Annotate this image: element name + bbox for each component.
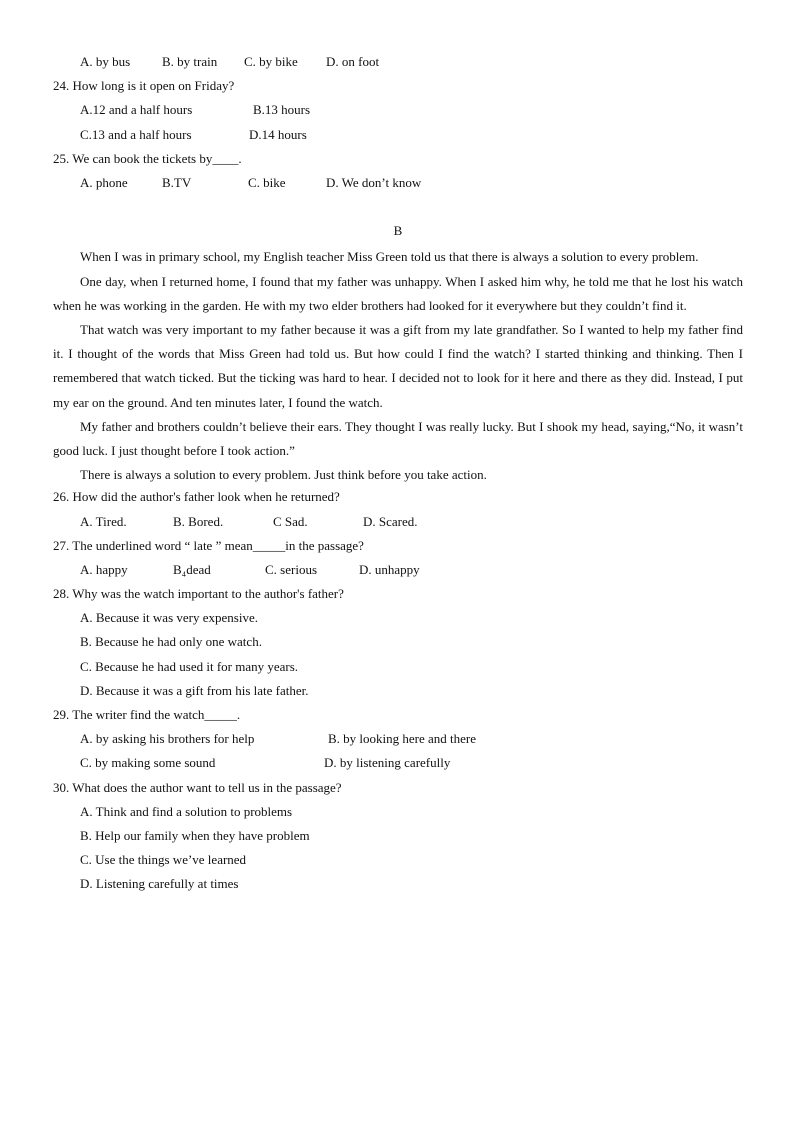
q29-option-a: A. by asking his brothers for help xyxy=(80,731,255,747)
passage-paragraph-5: There is always a solution to every problem. Just think before you take action. xyxy=(80,467,487,483)
q26-option-c: C Sad. xyxy=(273,513,308,529)
q25-option-d: D. We don’t know xyxy=(326,174,422,190)
q24-options-row2 xyxy=(53,125,743,149)
q24-option-d: D.14 hours xyxy=(249,126,307,142)
q26-option-a: A. Tired. xyxy=(80,513,127,529)
q29-options-row1 xyxy=(53,729,743,753)
section-spacer xyxy=(53,197,743,221)
q30-option-a: A. Think and find a solution to problems xyxy=(80,803,293,819)
q23-options xyxy=(53,52,743,76)
q27-option-b: B₄dead xyxy=(173,561,211,577)
section-b-heading: B xyxy=(393,223,403,239)
q30-option-c: C. Use the things we’ve learned xyxy=(80,852,247,868)
q30-option-d: D. Listening carefully at times xyxy=(80,876,239,892)
q29-options-row2 xyxy=(53,753,743,777)
q28-option-d: D. Because it was a gift from his late father. xyxy=(80,682,309,698)
q25-option-c: C. bike xyxy=(248,174,286,190)
q29-option-d: D. by listening carefully xyxy=(324,755,451,771)
q27-question: 27. The underlined word “ late ” mean_____in the passage? xyxy=(53,537,364,553)
q23-option-a: A. by bus xyxy=(80,54,131,69)
q25-question: 25. We can book the tickets by____. xyxy=(53,150,242,166)
passage-paragraph-3: That watch was very important to my father because it was a gift from my late grandfather. So I wanted to help my father find it. I thought of the words that Miss Green had told us. But how could I find the watch? I started thinking and thinking. Then I remembered that watch ticked. But the ticking was hard to hear. I decided not to look for it here and there as they did. Instead, I put my ear on the ground. And ten minutes later, I found the watch. xyxy=(53,321,743,410)
q24-option-a: A.12 and a half hours xyxy=(80,102,193,118)
q27-option-c: C. serious xyxy=(265,561,317,577)
q25-option-b: B.TV xyxy=(162,174,192,190)
q27-options xyxy=(53,560,743,584)
q24-option-c: C.13 and a half hours xyxy=(80,126,192,142)
q28-question: 28. Why was the watch important to the author's father? xyxy=(53,586,344,602)
q24-option-b: B.13 hours xyxy=(253,102,311,118)
q25-option-a: A. phone xyxy=(80,174,128,190)
q27-option-d: D. unhappy xyxy=(359,561,420,577)
passage-paragraph-1: When I was in primary school, my English teacher Miss Green told us that there is always a solution to every problem. xyxy=(80,249,699,265)
q29-option-b: B. by looking here and there xyxy=(328,731,477,747)
passage-paragraph-2: One day, when I returned home, I found that my father was unhappy. When I asked him why, he told me that he lost his watch when he was working in the garden. He with my two elder brothers had looked for it everywhere but they couldn’t find it. xyxy=(53,273,743,313)
passage-paragraph-4: My father and brothers couldn’t believe their ears. They thought I was really lucky. But I shook my head, saying,“No, it wasn’t good luck. I just thought before I took action.” xyxy=(53,418,743,458)
q28-option-a: A. Because it was very expensive. xyxy=(80,610,258,626)
worksheet-page xyxy=(53,52,743,899)
q27-option-a: A. happy xyxy=(80,561,128,577)
q28-option-c: C. Because he had used it for many years. xyxy=(80,658,299,674)
q29-question: 29. The writer find the watch_____. xyxy=(53,707,241,723)
q23-option-d: D. on foot xyxy=(326,54,380,69)
q30-question: 30. What does the author want to tell us in the passage? xyxy=(53,779,342,795)
q24-options-row1 xyxy=(53,100,743,124)
q29-option-c: C. by making some sound xyxy=(80,755,216,771)
q23-option-b: B. by train xyxy=(162,54,218,69)
q28-option-b: B. Because he had only one watch. xyxy=(80,634,262,650)
q24-question: 24. How long is it open on Friday? xyxy=(53,78,235,94)
q25-options xyxy=(53,173,743,197)
q26-option-b: B. Bored. xyxy=(173,513,224,529)
q26-option-d: D. Scared. xyxy=(363,513,418,529)
q26-options xyxy=(53,512,743,536)
q26-question: 26. How did the author's father look when he returned? xyxy=(53,489,340,505)
q30-option-b: B. Help our family when they have problem xyxy=(80,827,310,843)
q23-option-c: C. by bike xyxy=(244,54,298,69)
